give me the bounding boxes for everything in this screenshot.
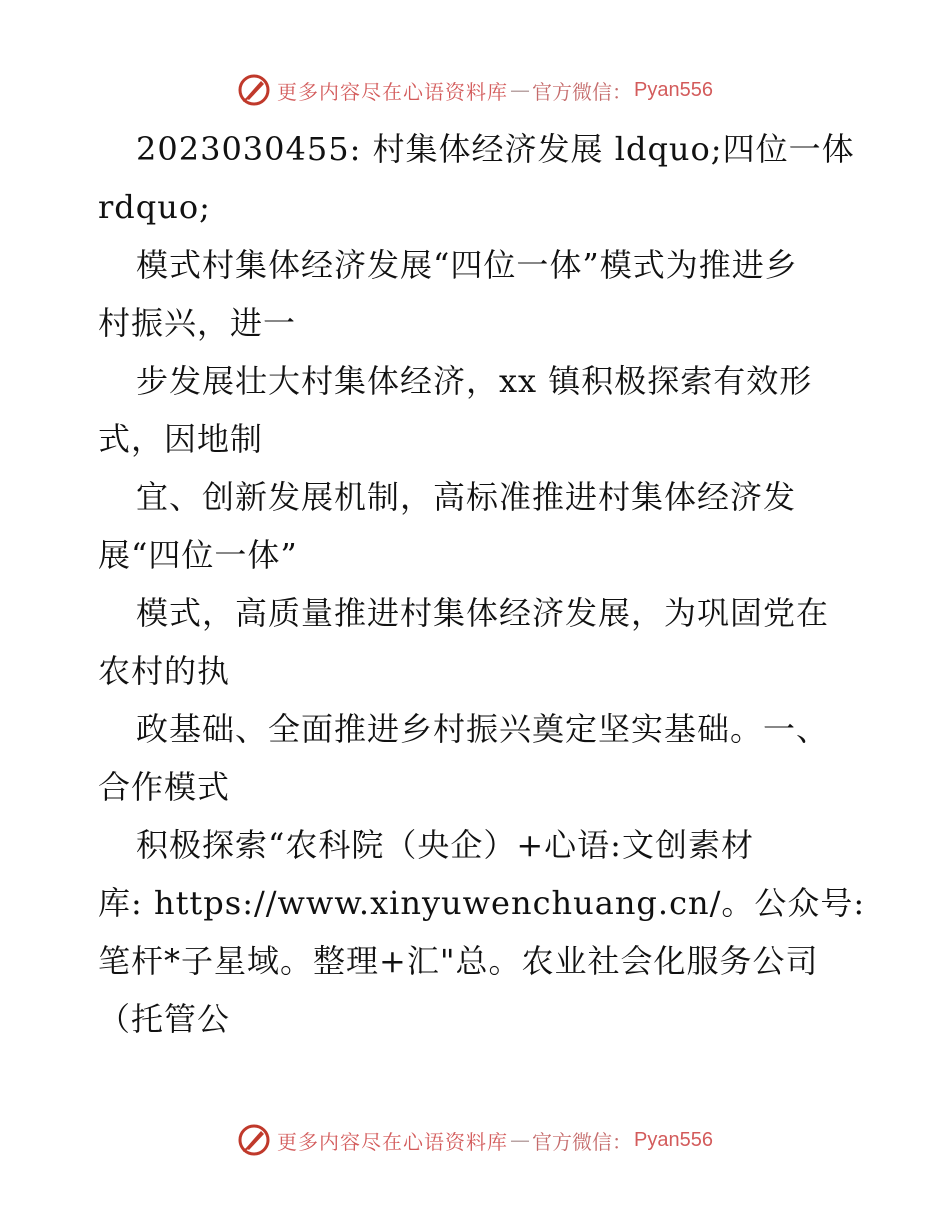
header-banner bbox=[0, 70, 950, 110]
body-line: 展“四位一体” bbox=[98, 536, 298, 574]
body-line: 农村的执 bbox=[98, 652, 231, 690]
body-line: 政基础、全面推进乡村振兴奠定坚实基础。一、 bbox=[136, 710, 830, 748]
banner-wechat-label: 官方微信： bbox=[532, 1129, 633, 1154]
body-line: 2023030455: 村集体经济发展 ldquo;四位一体 bbox=[136, 130, 855, 168]
body-line: 模式，高质量推进村集体经济发展，为巩固党在 bbox=[136, 594, 830, 632]
body-line: 村振兴，进一 bbox=[98, 304, 297, 342]
document-body bbox=[98, 120, 866, 1048]
quill-logo-icon bbox=[237, 73, 271, 107]
quill-logo-icon bbox=[237, 1123, 271, 1157]
body-line: 库: https://www.xinyuwenchuang.cn/。公众号: bbox=[98, 884, 866, 922]
body-line: 步发展壮大村集体经济，xx 镇积极探索有效形 bbox=[136, 362, 813, 400]
body-line: 合作模式 bbox=[98, 768, 231, 806]
banner-account: Pyan556 bbox=[634, 78, 713, 101]
banner-wechat-label: 官方微信： bbox=[532, 79, 633, 104]
banner-separator: — bbox=[510, 78, 531, 102]
banner-separator: — bbox=[510, 1128, 531, 1152]
banner-brand: 更多内容尽在心语资料库 bbox=[277, 79, 509, 104]
banner-account: Pyan556 bbox=[634, 1128, 713, 1151]
body-line: 笔杆*子星域。整理+汇"总。农业社会化服务公司 bbox=[98, 942, 819, 980]
body-line: 式，因地制 bbox=[98, 420, 264, 458]
body-line: （托管公 bbox=[98, 1000, 231, 1038]
body-line: 宜、创新发展机制，高标准推进村集体经济发 bbox=[136, 478, 797, 516]
body-line: rdquo; bbox=[98, 188, 211, 226]
body-line: 积极探索“农科院（央企）+心语:文创素材 bbox=[136, 826, 754, 864]
banner-brand: 更多内容尽在心语资料库 bbox=[277, 1129, 509, 1154]
footer-banner bbox=[0, 1120, 950, 1160]
body-line: 模式村集体经济发展“四位一体”模式为推进乡 bbox=[136, 246, 798, 284]
